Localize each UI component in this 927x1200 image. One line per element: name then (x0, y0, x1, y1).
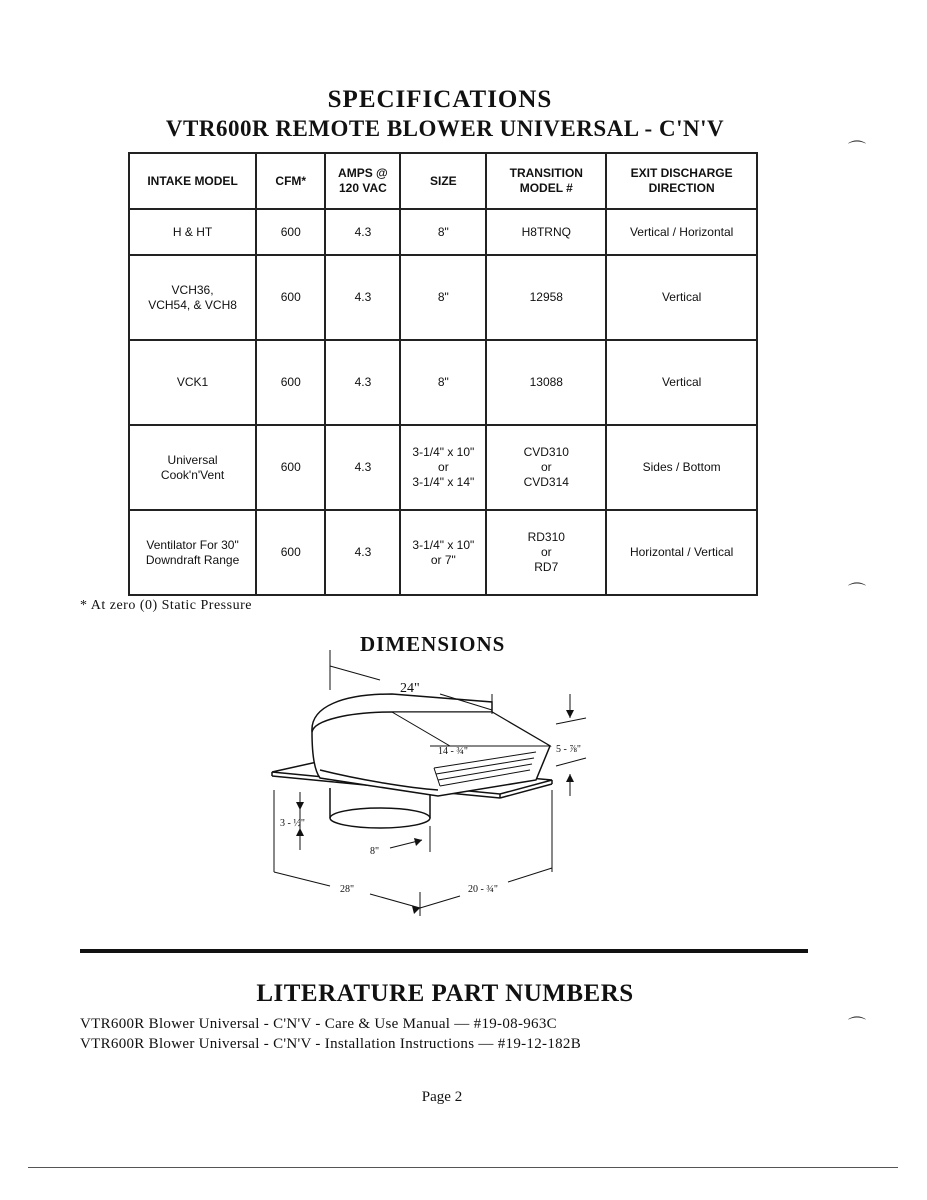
cell-intake-model: Ventilator For 30" Downdraft Range (129, 510, 256, 595)
dim-base-width-label: 28" (340, 884, 355, 895)
cell-transition-model: CVD310 or CVD314 (486, 425, 606, 510)
dim-base-depth-label: 20 - ¾" (468, 884, 498, 895)
cell-amps: 4.3 (325, 209, 400, 255)
header-size: SIZE (400, 153, 486, 209)
table-row (129, 510, 757, 595)
cell-exit-direction: Horizontal / Vertical (606, 510, 757, 595)
cell-exit-direction: Vertical (606, 255, 757, 340)
dim-height-label: 5 - ⅞" (556, 744, 581, 755)
table-row (129, 340, 757, 425)
cell-amps: 4.3 (325, 510, 400, 595)
header-exit-discharge: EXIT DISCHARGE DIRECTION (606, 153, 757, 209)
page-subtitle: VTR600R REMOTE BLOWER UNIVERSAL - C'N'V (165, 116, 725, 141)
table-row (129, 425, 757, 510)
table-row (129, 255, 757, 340)
literature-line-care-manual: VTR600R Blower Universal - C'N'V - Care & Use Manual — #19-08-963C (80, 1016, 557, 1032)
scan-edge-line (28, 1167, 898, 1168)
cell-intake-model: Universal Cook'n'Vent (129, 425, 256, 510)
header-transition-model: TRANSITION MODEL # (486, 153, 606, 209)
cell-size: 8" (400, 209, 486, 255)
header-amps: AMPS @ 120 VAC (325, 153, 400, 209)
cell-intake-model: H & HT (129, 209, 256, 255)
cell-size: 8" (400, 255, 486, 340)
scan-mark: ⌒ (848, 140, 866, 161)
page-title: SPECIFICATIONS (327, 86, 553, 113)
cell-cfm: 600 (256, 425, 325, 510)
cell-transition-model: RD310 or RD7 (486, 510, 606, 595)
dim-collar-diameter-label: 8" (370, 846, 380, 857)
cell-exit-direction: Vertical / Horizontal (606, 209, 757, 255)
cell-cfm: 600 (256, 510, 325, 595)
dim-outlet-width-label: 14 - ¾" (438, 746, 468, 757)
scan-mark: ⌒ (848, 1016, 866, 1037)
cell-exit-direction: Sides / Bottom (606, 425, 757, 510)
cell-intake-model: VCK1 (129, 340, 256, 425)
cell-cfm: 600 (256, 340, 325, 425)
specifications-table (128, 152, 758, 596)
literature-title: LITERATURE PART NUMBERS (256, 980, 634, 1007)
cell-cfm: 600 (256, 209, 325, 255)
header-intake-model: INTAKE MODEL (129, 153, 256, 209)
cell-cfm: 600 (256, 255, 325, 340)
dimensions-title: DIMENSIONS (360, 632, 506, 656)
section-divider (80, 949, 808, 953)
table-footnote: * At zero (0) Static Pressure (80, 598, 252, 613)
blower-dimension-drawing (260, 640, 600, 920)
cell-amps: 4.3 (325, 255, 400, 340)
table-row (129, 209, 757, 255)
cell-transition-model: 12958 (486, 255, 606, 340)
cell-exit-direction: Vertical (606, 340, 757, 425)
cell-size: 3-1/4" x 10" or 3-1/4" x 14" (400, 425, 486, 510)
dim-width-label: 24" (400, 681, 420, 696)
dim-collar-height-label: 3 - ½" (280, 818, 305, 829)
literature-line-installation: VTR600R Blower Universal - C'N'V - Installation Instructions — #19-12-182B (80, 1036, 582, 1052)
cell-size: 8" (400, 340, 486, 425)
cell-amps: 4.3 (325, 340, 400, 425)
cell-size: 3-1/4" x 10" or 7" (400, 510, 486, 595)
duct-collar (330, 808, 430, 828)
cell-amps: 4.3 (325, 425, 400, 510)
cell-intake-model: VCH36, VCH54, & VCH8 (129, 255, 256, 340)
header-cfm: CFM* (256, 153, 325, 209)
cell-transition-model: H8TRNQ (486, 209, 606, 255)
page-number: Page 2 (421, 1089, 463, 1105)
scan-mark: ⌒ (848, 582, 866, 603)
cell-transition-model: 13088 (486, 340, 606, 425)
table-header-row (129, 153, 757, 209)
